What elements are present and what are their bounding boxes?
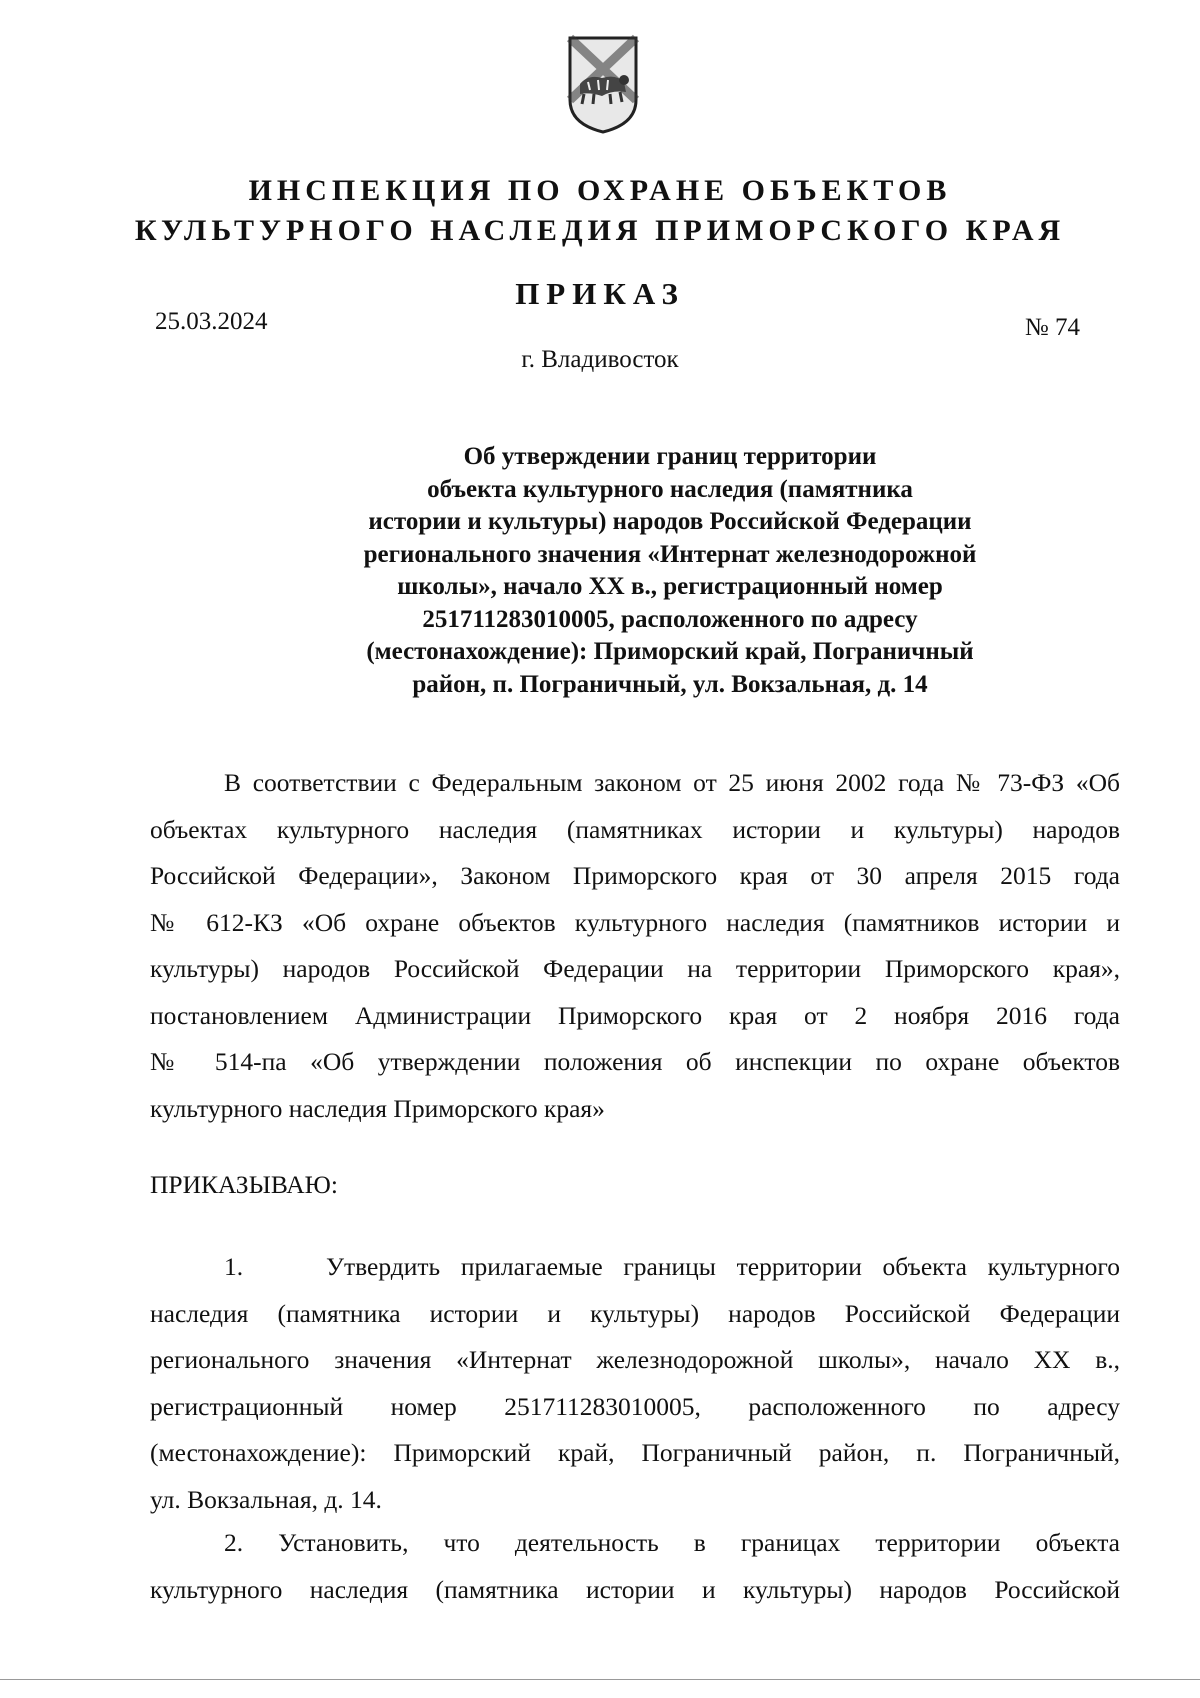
paragraph-line: (местонахождение): Приморский край, Пограничный район, п. Пограничный, — [150, 1438, 1120, 1467]
title-line: регионального значения «Интернат железнодорожной — [363, 540, 977, 568]
title-line: школы», начало XX в., регистрационный номер — [397, 573, 943, 600]
paragraph-line: 1. Утвердить прилагаемые границы территории объекта культурного — [224, 1252, 1120, 1281]
organization-name-line2: КУЛЬТУРНОГО НАСЛЕДИЯ ПРИМОРСКОГО КРАЯ — [134, 214, 1066, 247]
title-line: объекта культурного наследия (памятника — [427, 475, 913, 503]
paragraph-line: постановлением Администрации Приморского края от 2 ноября 2016 года — [150, 1000, 1120, 1030]
title-line: Об утверждении границ территории — [463, 443, 877, 470]
coat-of-arms-icon — [566, 34, 640, 136]
paragraph-line: культурного наследия Приморского края» — [150, 1093, 605, 1123]
document-date: 25.03.2024 — [155, 308, 268, 335]
paragraph-line: регистрационный номер 251711283010005, расположенного по адресу — [150, 1391, 1120, 1421]
paragraph-line: № 612-КЗ «Об охране объектов культурного наследия (памятников истории и — [150, 907, 1120, 937]
paragraph-line: регионального значения «Интернат железнодорожной школы», начало XX в., — [150, 1345, 1120, 1374]
paragraph-line: наследия (памятника истории и культуры) народов Российской Федерации — [150, 1298, 1120, 1328]
paragraph-line: ул. Вокзальная, д. 14. — [150, 1484, 382, 1514]
item-1-paragraph — [150, 1244, 1120, 1523]
paragraph-line: Российской Федерации», Законом Приморского края от 30 апреля 2015 года — [150, 861, 1120, 890]
title-line: (местонахождение): Приморский край, Пограничный — [366, 638, 974, 665]
paragraph-line: В соответствии с Федеральным законом от 25 июня 2002 года № 73-ФЗ «Об — [224, 768, 1120, 797]
title-line: 251711283010005, расположенного по адресу — [422, 605, 918, 633]
paragraph-line: 2. Установить, что деятельность в границах территории объекта — [224, 1528, 1120, 1557]
document-type: ПРИКАЗ — [515, 276, 685, 311]
document-title — [300, 441, 1040, 701]
order-word: ПРИКАЗЫВАЮ: — [150, 1170, 338, 1199]
paragraph-line: культуры) народов Российской Федерации на территории Приморского края», — [150, 954, 1120, 983]
document-number: № 74 — [1024, 314, 1080, 341]
item-2-paragraph — [150, 1520, 1120, 1613]
document-city: г. Владивосток — [521, 346, 679, 373]
page-bottom-rule — [0, 1679, 1200, 1680]
title-line: истории и культуры) народов Российской Федерации — [368, 508, 972, 535]
organization-name-line1: ИНСПЕКЦИЯ ПО ОХРАНЕ ОБЪЕКТОВ — [248, 174, 952, 207]
paragraph-line: № 514-па «Об утверждении положения об инспекции по охране объектов — [150, 1047, 1120, 1076]
title-line: район, п. Пограничный, ул. Вокзальная, д. 14 — [412, 670, 928, 698]
paragraph-line: культурного наследия (памятника истории и культуры) народов Российской — [150, 1574, 1120, 1604]
preamble-paragraph — [150, 760, 1120, 1132]
paragraph-line: объектах культурного наследия (памятниках истории и культуры) народов — [150, 814, 1120, 844]
